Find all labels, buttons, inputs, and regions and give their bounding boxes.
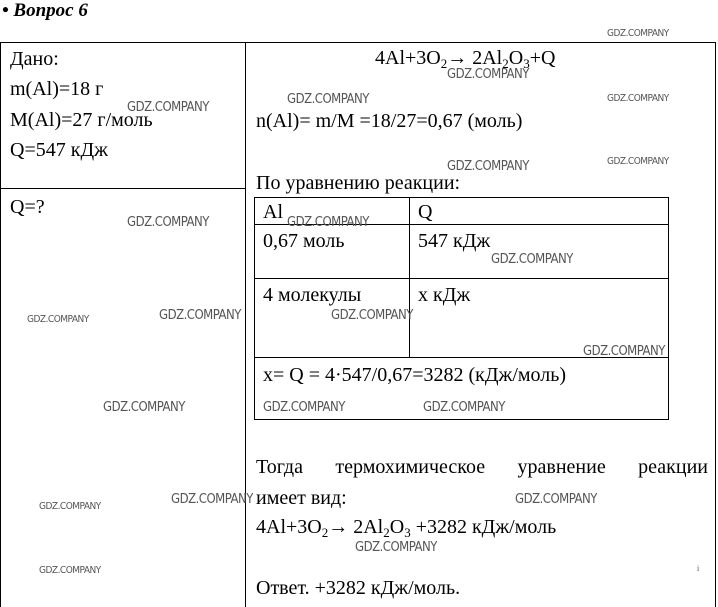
watermark: GDZ.COMPANY [583, 344, 665, 359]
watermark: GDZ.COMPANY [287, 92, 369, 107]
watermark: GDZ.COMPANY [491, 252, 573, 267]
table-cell-molecules: 4 молекулы [263, 284, 362, 306]
watermark: GDZ.COMPANY [127, 215, 209, 230]
given-find-divider [0, 188, 245, 189]
answer-line: Ответ. +3282 кДж/моль. [256, 577, 461, 599]
watermark: GDZ.COMPANY [331, 308, 413, 323]
thermochemical-equation: $4Al+3O_2\to 2Al_2O_3 +3282$ кДж/моль [256, 516, 557, 540]
find-label: Q=? [10, 196, 45, 218]
given-mass: m(Al)=18 г [10, 78, 104, 100]
given-label: Дано: [10, 48, 59, 70]
table-cell-moles: 0,67 моль [263, 230, 345, 252]
conclusion-line1: Тогда термохимическое уравнение реакции [256, 456, 708, 478]
watermark: GDZ.COMPANY [447, 67, 529, 82]
watermark: GDZ.COMPANY [607, 93, 669, 104]
table-header-al: Al [263, 201, 283, 223]
page-heading: • Вопрос 6 [2, 0, 88, 21]
proportion-col-line [409, 197, 410, 357]
table-header-q: Q [418, 201, 433, 223]
table-cell-heat: 547 кДж [418, 230, 491, 252]
watermark: GDZ.COMPANY [447, 159, 529, 174]
watermark: GDZ.COMPANY [127, 100, 209, 115]
watermark: GDZ.COMPANY [27, 314, 89, 325]
by-equation-label: По уравнению реакции: [256, 172, 461, 194]
given-heat: Q=547 кДж [10, 139, 108, 161]
watermark: GDZ.COMPANY [39, 565, 101, 576]
table-result: x= Q = 4·547/0,67=3282 (кДж/моль) [263, 364, 567, 386]
watermark: GDZ.COMPANY [39, 501, 101, 512]
column-divider [245, 42, 246, 607]
given-molar-mass: M(Al)=27 г/моль [10, 109, 153, 131]
watermark: GDZ.COMPANY [515, 492, 597, 507]
conclusion-line2: имеет вид: [256, 487, 347, 509]
reaction-equation: $4Al+3O_2\to 2Al_2O_3+Q$ [375, 47, 556, 71]
watermark: GDZ.COMPANY [287, 215, 369, 230]
watermark: GDZ.COMPANY [171, 492, 253, 507]
moles-calculation: n(Al)= m/M =18/27=0,67 (моль) [256, 110, 523, 132]
proportion-row-line [254, 278, 669, 279]
watermark: GDZ.COMPANY [103, 400, 185, 415]
watermark: GDZ.COMPANY [607, 28, 669, 39]
watermark: GDZ.COMPANY [607, 156, 669, 167]
table-cell-x: x кДж [418, 284, 471, 306]
watermark: GDZ.COMPANY [423, 400, 505, 415]
watermark: GDZ.COMPANY [159, 308, 241, 323]
watermark: GDZ.COMPANY [355, 540, 437, 555]
stray-mark: i [697, 564, 700, 573]
watermark: GDZ.COMPANY [263, 400, 345, 415]
